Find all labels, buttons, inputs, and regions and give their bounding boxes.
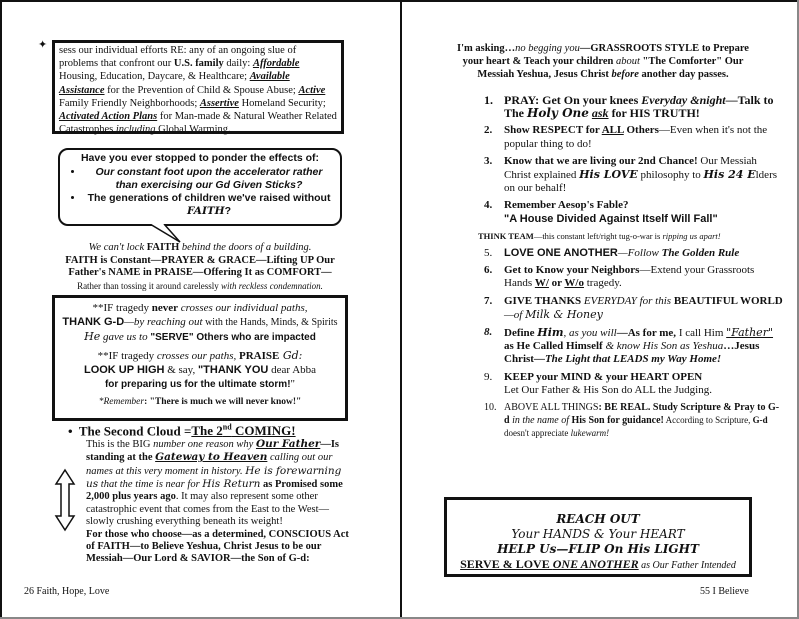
- tragedy-line: [59, 315, 341, 345]
- tragedy-line: [59, 301, 341, 315]
- text: lukewarm!: [570, 428, 610, 439]
- text: Him: [537, 326, 564, 340]
- text: Know that we are living our 2nd Chance!: [504, 154, 698, 167]
- text: calling out our names: [86, 452, 333, 477]
- text: —Extend your Grassroots Hands: [504, 264, 755, 290]
- text: Define: [504, 327, 538, 340]
- faith-paragraph: [50, 242, 350, 292]
- text: Our constant foot upon the accelerator rather than exercising our Gd Given Sticks?: [95, 166, 323, 191]
- problems-box: [52, 40, 344, 134]
- tragedy-line: [59, 363, 341, 377]
- second-cloud-closing: [86, 529, 354, 566]
- text: Housing, Education, Daycare, & Healthcare;: [59, 71, 250, 83]
- text: —GRASSROOTS STYLE to Prepare your heart & Teach your children: [462, 43, 749, 67]
- box-line: [447, 557, 749, 573]
- tragedy-line: [59, 377, 341, 392]
- text: for Man-made & Natural Weather Related Catastrophes: [59, 111, 337, 136]
- text: as Promised some 2,000 plus years ago: [86, 478, 343, 503]
- text: Affordable: [252, 58, 300, 70]
- action-list: [478, 93, 784, 445]
- text: Family Friendly Neighborhoods;: [59, 97, 200, 109]
- text: KEEP your MIND & your HEART OPEN: [504, 370, 703, 383]
- item-number: 9.: [484, 370, 493, 383]
- text: **IF tragedy: [97, 350, 157, 362]
- list-item: [484, 295, 784, 322]
- text: Available Assistance: [59, 71, 290, 96]
- text: I call Him: [676, 327, 727, 340]
- text: Active: [298, 84, 326, 96]
- text: LOVE ONE ANOTHER: [504, 247, 618, 260]
- text: Get to Know your Neighbors: [504, 264, 640, 277]
- text: Milk & Honey: [525, 307, 603, 321]
- list-item: [484, 199, 784, 225]
- text: as Our Father Intended: [638, 560, 736, 571]
- text: The 2: [191, 423, 223, 439]
- text: Show RESPECT for: [504, 124, 602, 137]
- item-number: 3.: [484, 154, 493, 167]
- text: daily:: [223, 58, 253, 70]
- text: Others: [623, 124, 659, 137]
- text: Global Warming.: [155, 124, 231, 136]
- list-item: [484, 247, 784, 260]
- text: crosses our paths,: [156, 350, 239, 362]
- text: PRAY: Get On your knees: [504, 93, 642, 107]
- text: for the Prevention of Child & Spouse Abuse;: [104, 84, 299, 96]
- text: Gateway to Heaven: [155, 451, 268, 464]
- text: that the time is near for: [98, 478, 203, 490]
- double-arrow-icon: [54, 468, 76, 532]
- text: He is forewarning us: [86, 464, 342, 490]
- text: including: [115, 124, 156, 136]
- faith-line: [50, 255, 350, 280]
- text: FAITH is Constant—PRAYER & GRACE—Lifting UP Our Father's NAME in PRAISE—Offering It as COMFORT—: [65, 254, 335, 278]
- text: —by reaching out: [124, 316, 203, 328]
- text: Homeland Security;: [238, 97, 326, 109]
- text: I'm asking…: [457, 43, 516, 54]
- tragedy-box: [52, 295, 348, 421]
- text: & know His Son as Yeshua: [605, 340, 724, 353]
- list-item: [484, 155, 784, 196]
- text: "THANK YOU: [197, 364, 269, 376]
- text: for: [608, 106, 630, 121]
- item-number: 1.: [484, 93, 493, 107]
- text: G-d: [752, 415, 768, 426]
- text: His 24 E: [703, 168, 756, 182]
- list-item: [484, 264, 784, 290]
- text: The generations of children we've raised without: [87, 192, 331, 204]
- spine-divider: [400, 0, 402, 619]
- text: Holy One: [527, 106, 589, 121]
- text: another day passes.: [638, 69, 729, 80]
- text: number one reason why: [153, 438, 256, 450]
- text: W/: [534, 277, 549, 290]
- text: **IF tragedy: [92, 302, 152, 314]
- text: W/o: [564, 277, 584, 290]
- text: The Golden Rule: [661, 247, 740, 260]
- text: ?: [224, 205, 232, 217]
- item-number: 5.: [484, 247, 493, 260]
- text: & say,: [164, 364, 198, 376]
- text: no begging you: [515, 43, 580, 54]
- text: HIS TRUTH!: [629, 106, 700, 121]
- text: —this constant left/right tug-o-war is: [533, 230, 663, 241]
- text: for preparing us for the ultimate storm!: [104, 379, 291, 390]
- text: sess our individual efforts RE: any of an ongoing slue of problems that confront our: [59, 45, 297, 70]
- text: THINK TEAM: [478, 230, 534, 241]
- second-cloud-body: [68, 438, 354, 566]
- item-number: 4.: [484, 199, 493, 212]
- text: We can't lock: [88, 242, 147, 253]
- bubble-question: Have you ever stopped to ponder the effects of:: [80, 152, 320, 164]
- text: with the Hands, Minds, & Spirits: [202, 317, 338, 328]
- second-cloud-heading: • The Second Cloud =The 2nd COMING!: [68, 423, 296, 439]
- text: never: [151, 302, 179, 314]
- text: —The Light that LEADS my Way Home!: [533, 353, 722, 366]
- text: ripping us apart!: [662, 230, 721, 241]
- box-line: REACH OUT: [556, 512, 640, 526]
- text: : BE REAL.: [598, 402, 651, 414]
- text: dear Abba: [268, 364, 317, 376]
- text: U.S. family: [173, 58, 224, 70]
- text: His Son: [569, 415, 605, 427]
- text: FAITH: [146, 242, 180, 253]
- list-item: [484, 94, 784, 120]
- bubble-item: [84, 192, 334, 218]
- text: with reckless condemnation.: [221, 280, 323, 291]
- text: Study Scripture & Pray to G-d: [504, 402, 780, 427]
- second-cloud-section: [68, 422, 354, 566]
- text: SERVE & LOVE: [460, 557, 553, 571]
- text: His Return: [202, 477, 261, 490]
- text: Let Our Father & His Son do ALL the Judging.: [504, 383, 712, 396]
- text: GIVE THANKS: [504, 294, 584, 307]
- text: EVERYDAY for this: [583, 294, 672, 307]
- text: . It may also represent some other catastrophic event that comes from the East to the West—slowly crushing everything beneath its weight!: [86, 491, 330, 528]
- text: Assertive: [199, 97, 239, 109]
- text: *Remember: [98, 397, 145, 407]
- text: ALL: [601, 124, 624, 137]
- tragedy-line: [59, 349, 341, 363]
- text: —Follow: [617, 247, 662, 260]
- text: for guidance!: [604, 415, 664, 427]
- right-footer: 55 I Believe: [700, 586, 749, 597]
- text: Gd:: [279, 349, 303, 362]
- text: —of: [504, 308, 526, 321]
- text: "SERVE" Others who are impacted: [150, 332, 316, 343]
- item-number: 6.: [484, 264, 493, 277]
- text: philosophy to: [637, 169, 704, 182]
- text: as He Called Himself: [504, 340, 606, 353]
- text: THANK G-D: [62, 316, 125, 328]
- faith-line: [50, 242, 350, 255]
- text: behind the doors of a building.: [179, 242, 312, 253]
- text: lders on our behalf!: [504, 169, 778, 195]
- text: or: [548, 277, 565, 290]
- text: crosses our individual paths,: [178, 302, 308, 314]
- item-number: 8.: [484, 326, 493, 339]
- text: PRAISE: [239, 350, 280, 362]
- item-number: 7.: [484, 294, 493, 307]
- text: For those who choose—as a determined, CONSCIOUS Act of FAITH—to Believe Yeshua, Christ Jesus to be our Messiah—Our Lord & SAVIOR—the Son of G-d:: [86, 528, 349, 565]
- text: at this very moment in history.: [115, 465, 246, 477]
- text: "A House Divided Against Itself Will Fall": [504, 212, 718, 225]
- text: Rather than tossing it around carelessly: [77, 280, 222, 291]
- thought-bubble: [58, 148, 342, 226]
- problems-paragraph: [59, 44, 337, 136]
- text: ask: [591, 106, 609, 121]
- text: His LOVE: [579, 168, 638, 182]
- text: Activated Action Plans: [59, 111, 158, 123]
- text: According to Scripture,: [663, 415, 753, 426]
- text: gave us to: [100, 331, 151, 343]
- list-item: [484, 326, 784, 367]
- text: nd: [222, 423, 232, 432]
- item-number: 10.: [484, 402, 497, 414]
- bubble-list: [66, 166, 334, 218]
- bubble-item: [84, 166, 334, 192]
- think-team-note: [478, 230, 784, 243]
- item-number: 2.: [484, 124, 493, 137]
- text: : "There is much we will never know!": [144, 397, 302, 407]
- text: before: [611, 69, 639, 80]
- reach-out-box: [444, 497, 752, 577]
- text: Our Father: [255, 437, 321, 450]
- text: —As for me,: [616, 327, 677, 340]
- faith-line: [50, 280, 350, 293]
- corner-mark-icon: ✦: [38, 39, 48, 51]
- text: Our Messiah Christ explained: [504, 154, 757, 182]
- text: , as you will: [563, 327, 617, 340]
- list-item: [484, 371, 784, 397]
- list-item: [484, 401, 784, 441]
- text: COMING!: [231, 423, 296, 439]
- text: doesn't appreciate: [504, 428, 571, 439]
- text: ONE ANOTHER: [552, 557, 639, 571]
- text: …Jesus Christ: [504, 340, 760, 366]
- text: FAITH: [186, 205, 225, 217]
- text: He: [84, 330, 101, 343]
- text: tragedy.: [583, 277, 622, 290]
- text: The Second Cloud =: [78, 423, 192, 439]
- text: BEAUTIFUL WORLD: [671, 294, 783, 307]
- text: —Is standing at the: [86, 438, 339, 464]
- box-line: Your HANDS & Your HEART: [511, 527, 685, 541]
- text: about: [616, 56, 640, 67]
- box-line: HELP Us—FLIP On His LIGHT: [497, 542, 699, 556]
- text: "The Comforter" Our Messiah Yeshua, Jesus Christ: [477, 56, 744, 80]
- remember-note: [59, 395, 341, 409]
- text: Remember Aesop's Fable?: [504, 199, 629, 212]
- left-footer: 26 Faith, Hope, Love: [24, 586, 110, 597]
- list-item: [484, 124, 784, 150]
- text: Everyday &night: [641, 93, 726, 107]
- intro-paragraph: [450, 42, 756, 81]
- text: LOOK UP HIGH: [83, 364, 165, 376]
- text: in the name of: [512, 415, 569, 427]
- text: —Even when it's not the popular thing to do!: [504, 124, 768, 150]
- text: ABOVE ALL THINGS: [504, 402, 599, 414]
- text: ": [290, 378, 296, 390]
- text: "Father": [726, 326, 774, 340]
- text: This is the BIG: [86, 438, 154, 450]
- text: —Talk to The: [504, 93, 774, 121]
